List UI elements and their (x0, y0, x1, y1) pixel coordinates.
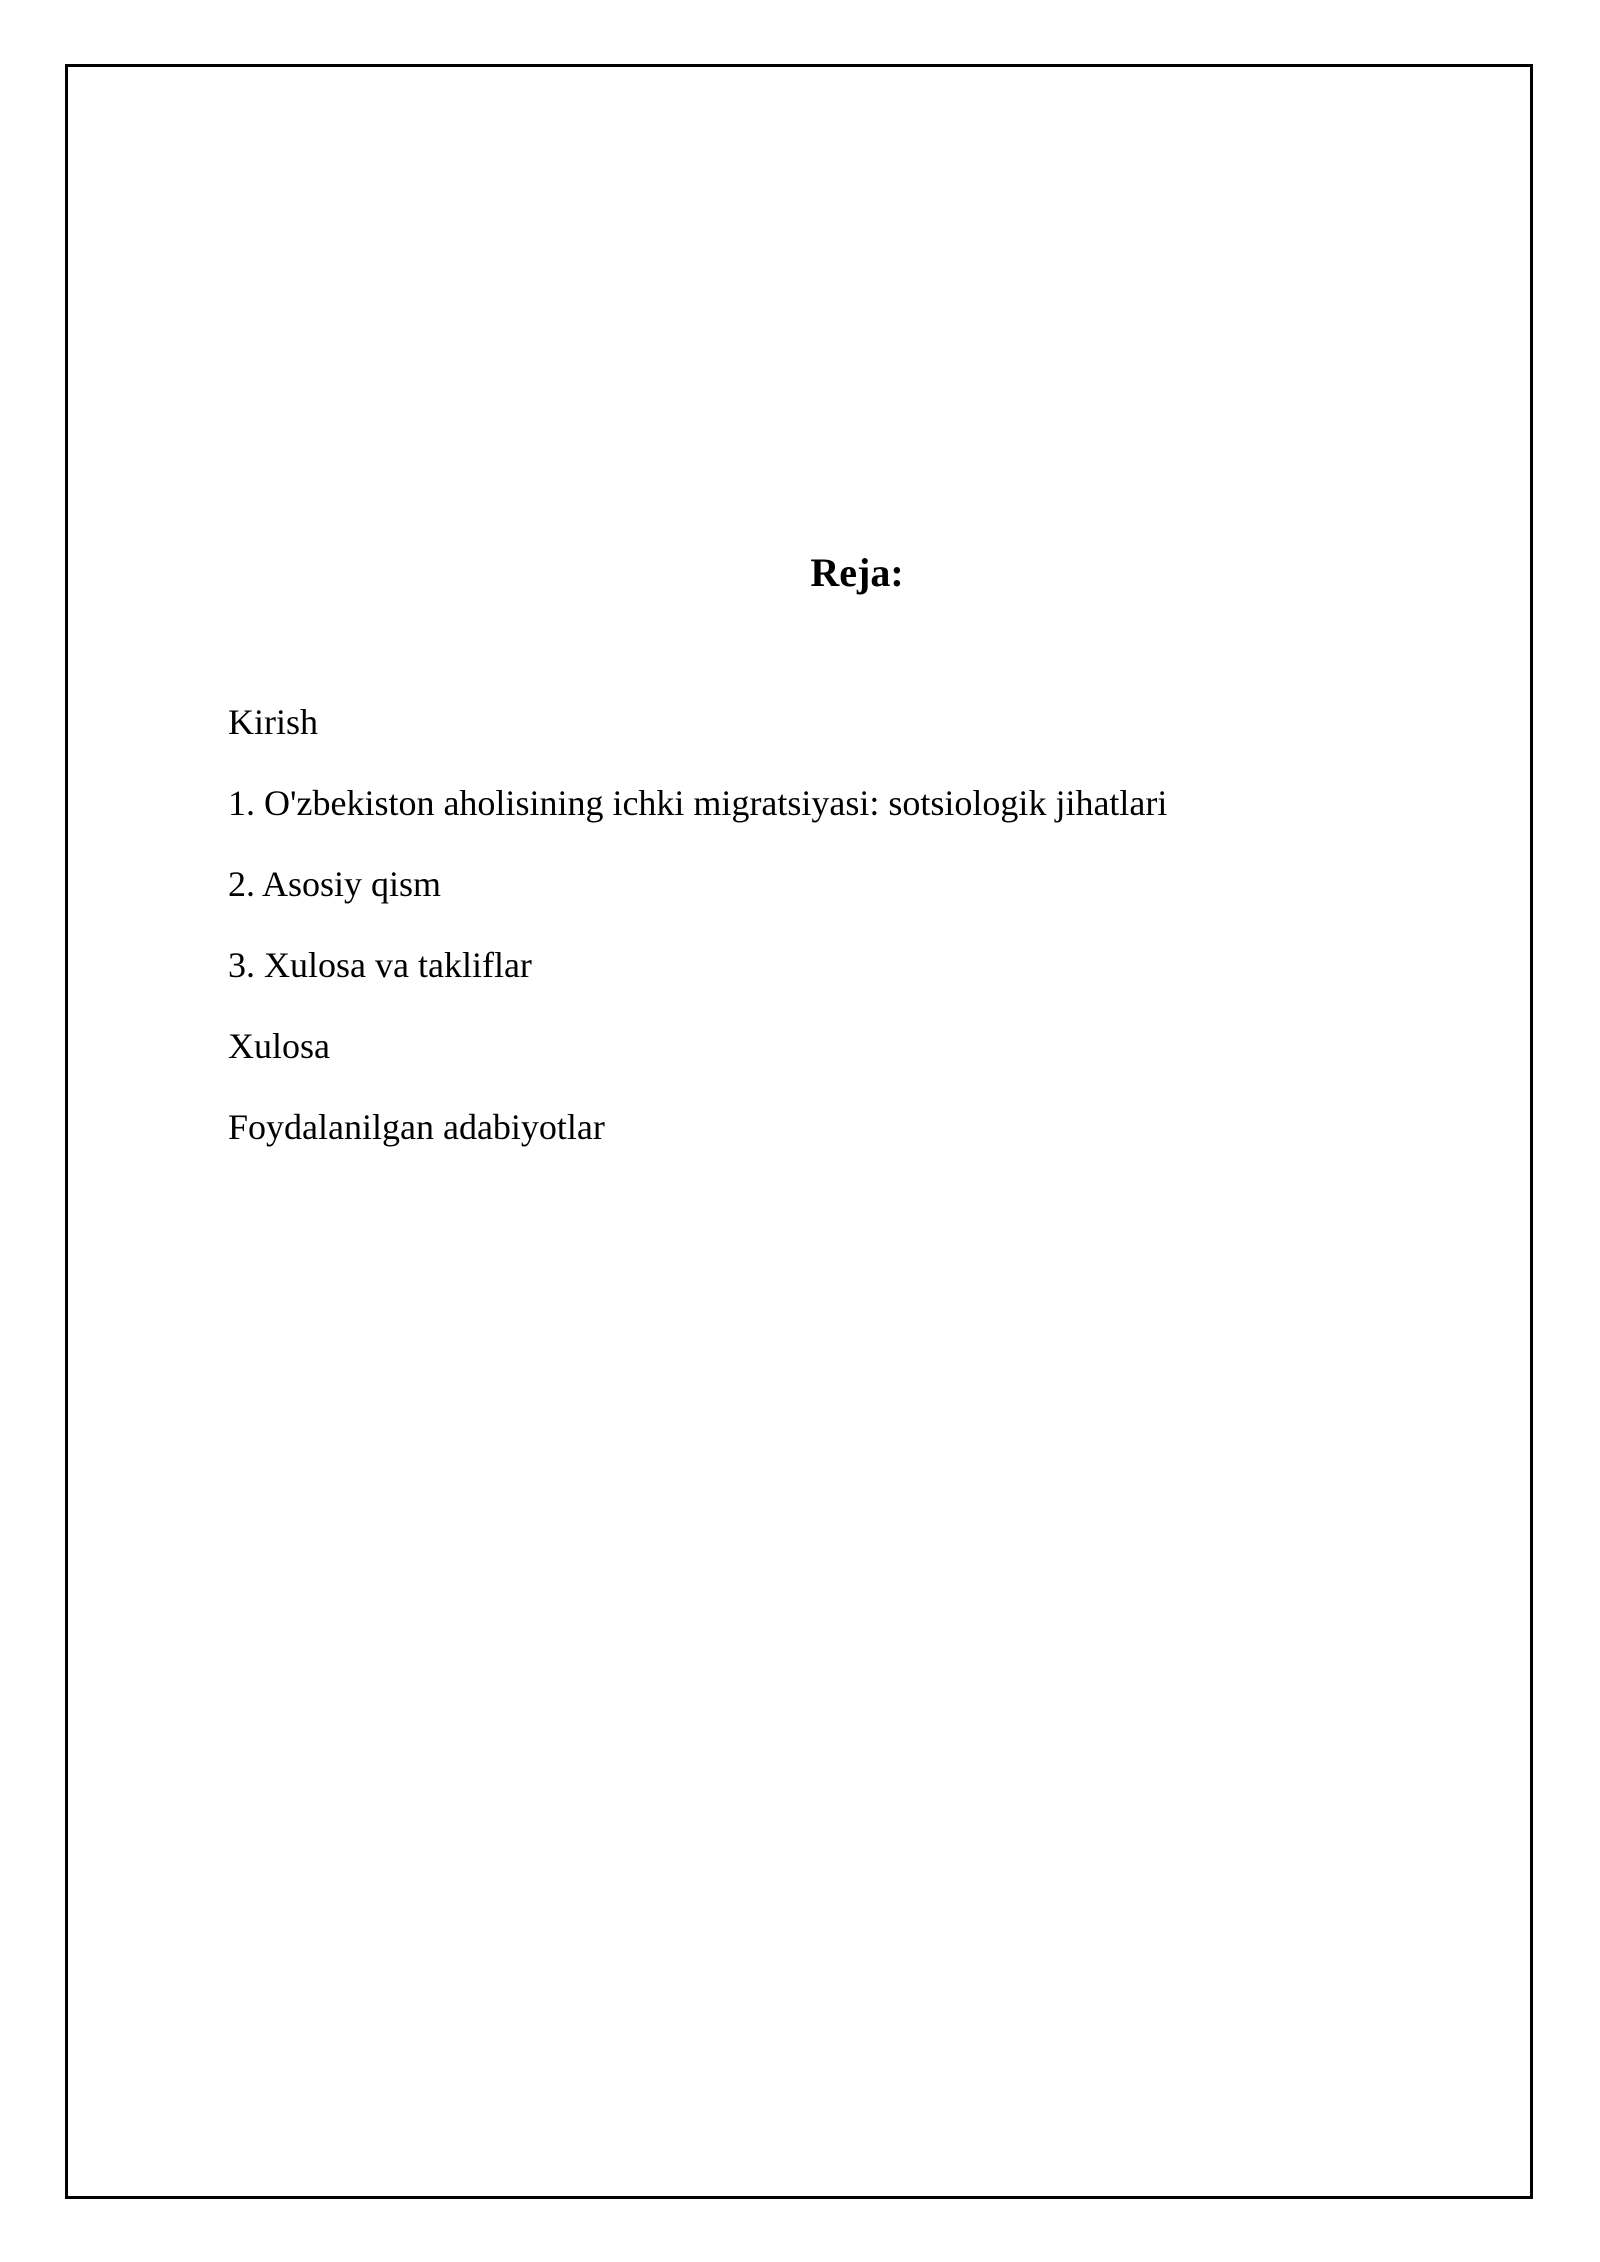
plan-item-chapter-2: 2. Asosiy qism (228, 864, 442, 904)
plan-item-conclusion: Xulosa (228, 1026, 330, 1066)
plan-item-chapter-1: 1. O'zbekiston aholisining ichki migratsiyasi: sotsiologik jihatlari (228, 783, 1168, 823)
plan-item-introduction: Kirish (228, 702, 318, 742)
page-title: Reja: (810, 550, 904, 595)
plan-list (228, 700, 1167, 1186)
plan-item-chapter-3: 3. Xulosa va takliflar (228, 945, 532, 985)
plan-item-references: Foydalanilgan adabiyotlar (228, 1107, 605, 1147)
